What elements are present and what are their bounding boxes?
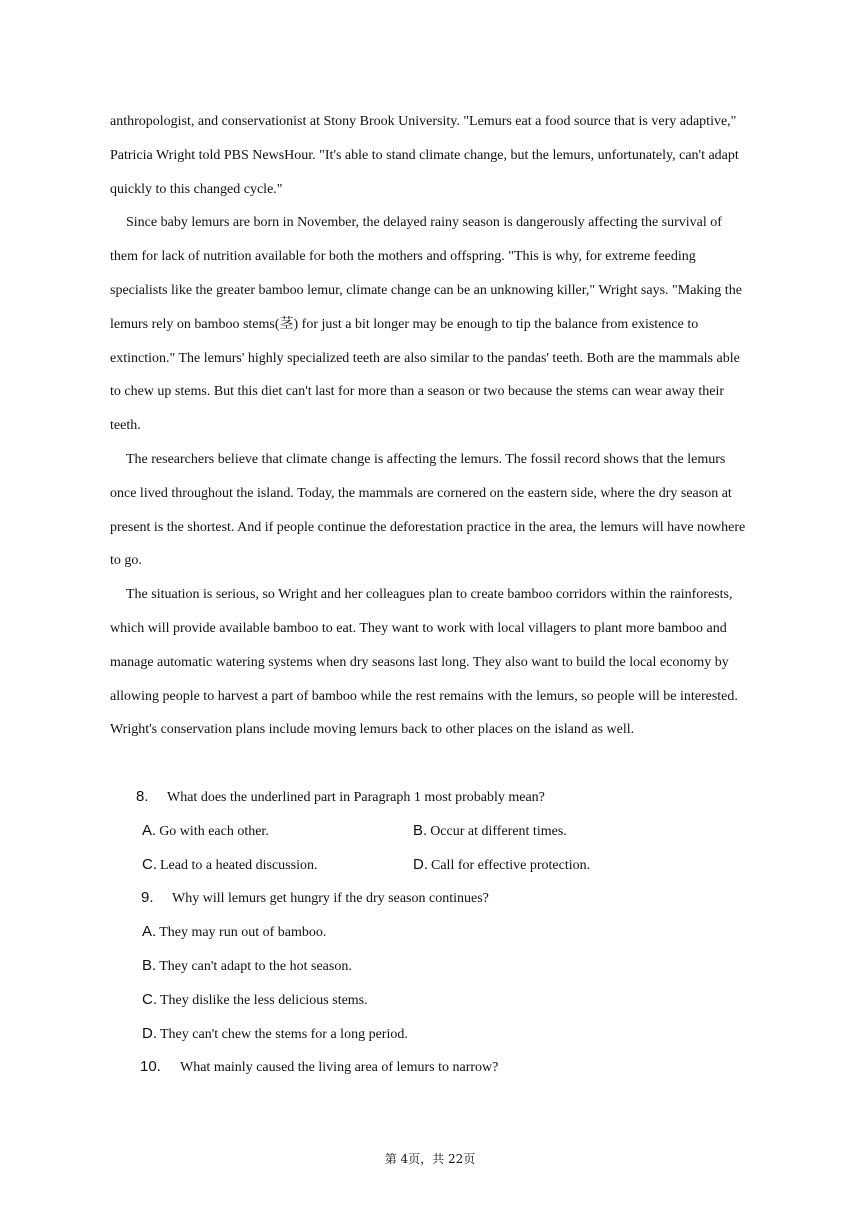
option-letter: A. bbox=[142, 923, 157, 940]
option-text: Occur at different times. bbox=[430, 824, 567, 839]
question-8-option-a[interactable] bbox=[142, 822, 269, 840]
page-footer: 第 4页，共 22页 bbox=[384, 1152, 476, 1166]
option-letter: C. bbox=[142, 856, 157, 873]
passage-body bbox=[110, 105, 752, 747]
passage-paragraph-2: Since baby lemurs are born in November, the delayed rainy season is dangerously affecting the survival of them for lack of nutrition available for both the mothers and offspring. "This is why, for extreme feeding specialists like the greater bamboo lemur, climate change can be an unknowing killer," Wright says. "Making the lemurs rely on bamboo stems(茎) for just a bit longer may be enough to tip the balance from existence to extinction." The lemurs' highly specialized teeth are also similar to the pandas' teeth. Both are the mammals able to chew up stems. But this diet can't last for more than a season or two because the stems can wear away their teeth. bbox=[110, 215, 742, 434]
option-text: They can't chew the stems for a long period. bbox=[160, 1027, 408, 1042]
question-9-option-a[interactable] bbox=[142, 923, 326, 941]
option-letter: D. bbox=[413, 856, 428, 873]
question-8-option-d[interactable] bbox=[413, 856, 590, 874]
option-text: Lead to a heated discussion. bbox=[160, 858, 318, 873]
question-text: What does the underlined part in Paragraph 1 most probably mean? bbox=[167, 790, 545, 805]
option-text: Call for effective protection. bbox=[431, 858, 591, 873]
passage-paragraph-3: The researchers believe that climate change is affecting the lemurs. The fossil record shows that the lemurs once lived throughout the island. Today, the mammals are cornered on the eastern side, where the dry season at present is the shortest. And if people continue the deforestation practice in the area, the lemurs will have nowhere to go. bbox=[110, 451, 746, 569]
question-9-option-c[interactable] bbox=[142, 991, 368, 1009]
option-text: They may run out of bamboo. bbox=[159, 925, 327, 940]
option-letter: B. bbox=[413, 822, 428, 839]
question-8-option-c[interactable] bbox=[142, 856, 317, 874]
question-number: 9. bbox=[141, 889, 154, 906]
question-8 bbox=[136, 788, 545, 806]
question-9-option-d[interactable] bbox=[142, 1025, 408, 1043]
option-letter: B. bbox=[142, 957, 157, 974]
option-text: They dislike the less delicious stems. bbox=[160, 993, 368, 1008]
question-8-option-b[interactable] bbox=[413, 822, 567, 840]
question-text: Why will lemurs get hungry if the dry season continues? bbox=[172, 891, 489, 906]
option-text: They can't adapt to the hot season. bbox=[159, 959, 352, 974]
question-text: What mainly caused the living area of lemurs to narrow? bbox=[180, 1060, 499, 1075]
option-letter: A. bbox=[142, 822, 157, 839]
question-10 bbox=[140, 1058, 498, 1076]
question-9-option-b[interactable] bbox=[142, 957, 352, 975]
passage-paragraph-4: The situation is serious, so Wright and her colleagues plan to create bamboo corridors within the rainforests, which will provide available bamboo to eat. They want to work with local villagers to plant more bamboo and manage automatic watering systems when dry seasons last long. They also want to build the local economy by allowing people to harvest a part of bamboo while the rest remains with the lemurs, so people will be interested. Wright's conservation plans include moving lemurs back to other places on the island as well. bbox=[110, 587, 738, 738]
option-letter: C. bbox=[142, 991, 157, 1008]
option-text: Go with each other. bbox=[159, 824, 269, 839]
question-number: 8. bbox=[136, 788, 149, 805]
question-9 bbox=[141, 889, 489, 907]
question-number: 10. bbox=[140, 1058, 161, 1075]
option-letter: D. bbox=[142, 1025, 157, 1042]
passage-paragraph-1: anthropologist, and conservationist at Stony Brook University. "Lemurs eat a food source that is very adaptive," Patricia Wright told PBS NewsHour. "It's able to stand climate change, but the lemurs, unfortunately, can't adapt quickly to this changed cycle." bbox=[110, 114, 739, 197]
